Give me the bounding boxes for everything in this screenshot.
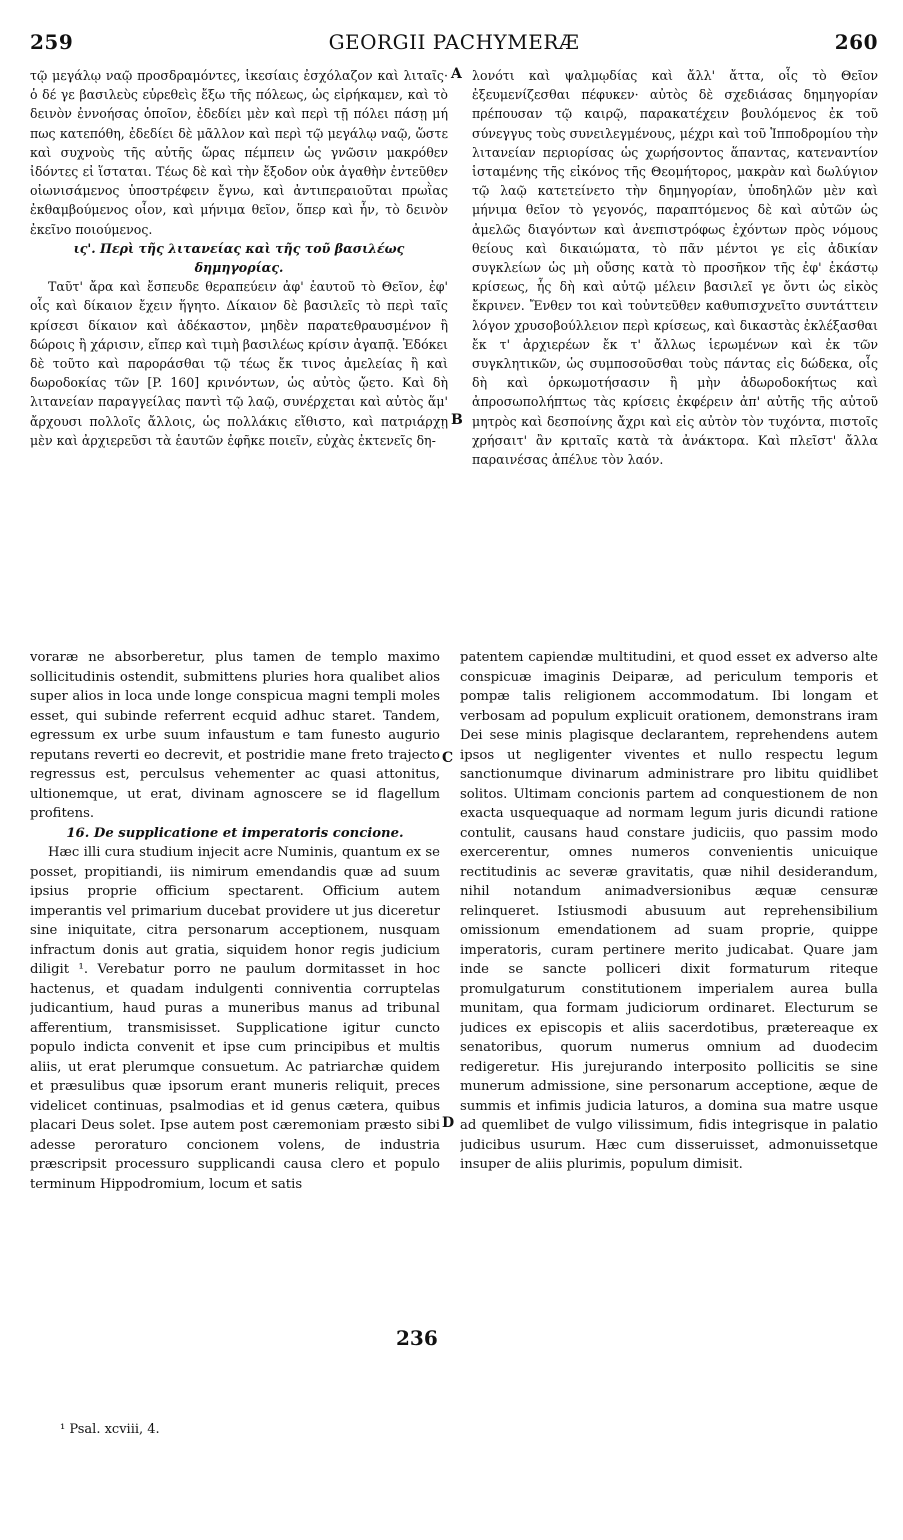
latin-left-paragraph-2: Hæc illi cura studium injecit acre Numinis, quantum ex se posset, propitiandi, iis nimirum emendandis quæ ad suum ipsius proprie officium spectarent. Officium autem imperantis vel primarium ducebat providere ut jus diceretur sine iniquitate, citra personarum acceptionem, nusquam infractum donis aut gratia, siquidem honor regis judicium diligit ¹. Verebatur porro ne paulum dormitasset in hoc hactenus, et quadam indulgenti conniventia corruptelas judicantium, haud puras a muneribus manus ad tribunal afferentium, transmisisset. Supplicatione igitur cuncto populo indicta convenit et ipse cum principibus et multis aliis, ut erat plerumque consuetum. Ac patriarchæ quidem et præsulibus quæ ipsorum erant muneris reliquit, preces videlicet continuas, psalmodias et id genus cætera, quibus placari Deus solet. Ipse autem post cæremoniam præsto sibi adesse peroraturo concionem volens, de industria præscripsit processuro supplicandi causa clero et populo terminum Hippodromium, locum et satis (30, 845, 440, 1192)
greek-left-paragraph-1: τῷ μεγάλῳ ναῷ προσδραμόντες, ἱκεσίαις ἐσχόλαζον καὶ λιταῖς· ὁ δέ γε βασιλεὺς εὑρεθεὶς ἔξω τῆς πόλεως, ὡς εἰρήκαμεν, καὶ τὸ δεινὸν ἐννοήσας ὁποῖον, ἐδεδίει μὲν καὶ περὶ τῇ πόλει πάσῃ μή πως κατεπόθη, ἐδεδίει δὲ μᾶλλον καὶ περὶ τῷ μεγάλῳ ναῷ, ὥστε καὶ συχνοὺς τῆς αὐτῆς ὥρας πέμπειν ὡς γνῶσιν μακρόθεν ἰδόντες εἰ ἵσταται. Τέως δὲ καὶ τὴν ἔξοδον οὐκ ἀγαθὴν ἐντεῦθεν οἰωνισάμενος ὑποστρέφειν ἔγνω, καὶ ἀντιπεραιοῦται πρωῒας ἐκθαμβούμενος οἷον, καὶ μήνιμα θεῖον, ὅπερ καὶ ἦν, τὸ δεινὸν ἐκεῖνο ποιούμενος. (30, 68, 448, 237)
margin-letter-d: D (442, 1115, 455, 1131)
latin-left-paragraph-1: voraræ ne absorberetur, plus tamen de templo maximo sollicitudinis ostendit, submittens pluries hora qualibet alios super alios in loca unde longe conspicua magni templi moles esset, qui subinde referrent ecquid adhuc staret. Tandem, egressum ex urbe suum infaustum e tam funesto augurio reputans reverti eo decrevit, et postridie mane freto trajecto regressus est, perculsus vehementer ac quasi attonitus, ultionemque, ut erat, divinam agnoscere se id flagellum profitens. (30, 650, 440, 821)
footnote: ¹ Psal. xcviii, 4. (60, 1422, 160, 1437)
latin-column-left (30, 648, 440, 1418)
margin-letter-b: B (451, 412, 463, 428)
greek-left-paragraph-2: Ταῦτ' ἄρα καὶ ἔσπευδε θεραπεύειν ἀφ' ἑαυτοῦ τὸ Θεῖον, ἐφ' οἷς καὶ δίκαιον ἔχειν ἥγητο. Δίκαιον δὲ βασιλεῖς τὸ περὶ ταῖς κρίσεσι δίκαιον καὶ ἀδέκαστον, μηδὲν παρατεθραυσμένον ἢ δώροις ἢ χάρισιν, εἴπερ καὶ τιμὴ βασιλέως κρίσιν ἀγαπᾷ. Ἐδόκει δὲ τοῦτο καὶ παροράσθαι τῷ τέως ἔκ τινος ἀμελείας ἢ καὶ δωροδοκίας τῶν [P. 160] κρινόντων, ὡς αὐτὸς ᾤετο. Καὶ δὴ λιτανείαν παραγγείλας παντὶ τῷ λαῷ, συνέρχεται καὶ αὐτὸς ἅμ' ἄρχουσι πολλοῖς ἄλλοις, ὡς πολλάκις εἴθιστο, καὶ πατριάρχῃ μὲν καὶ ἀρχιερεῦσι τὰ ἑαυτῶν ἐφῆκε ποιεῖν, εὐχὰς ἐκτενεῖς δη- (30, 279, 448, 448)
greek-column-left (30, 66, 448, 626)
greek-column-right (472, 66, 878, 626)
margin-letter-a: A (451, 66, 462, 82)
margin-page-number: 236 (396, 1326, 438, 1350)
margin-letter-c: C (442, 750, 454, 766)
greek-section-heading: ις'. Περὶ τῆς λιτανείας καὶ τῆς τοῦ βασιλέως δημηγορίας. (73, 240, 405, 276)
latin-right-paragraph-1: patentem capiendæ multitudini, et quod esset ex adverso alte conspicuæ imaginis Deiparæ, ad periculum temporis et pompæ talis religionem accommodatum. Ibi longam et verbosam ad populum explicuit orationem, demonstrans iram Dei sese minis plagisque declarantem, reprehendens autem ipsos ut negligenter viventes et nullo respectu legum sanctionumque divinarum administrare pro libitu quidlibet solitos. Ultimam concionis partem ad conquestionem de non exacta usquequaque ad normam legum juris dicundi ratione contulit, causans haud constare judiciis, quo passim modo exercerentur, omnes numeros convenientis unicuique rectitudinis ac severæ gravitatis, quæ nihil desiderandum, nihil notandum animadversionibus æquæ censuræ relinqueret. Istiusmodi abusuum aut reprehensibilium omissionum emendationem ad suam proprie, quippe imperatoris, curam pertinere merito judicabat. Quare jam inde se sancte polliceri dixit formaturum riteque promulgaturum constitutionem imperialem aurea bulla munitam, qua formam judiciorum ordinaret. Electurum se judices ex episcopis et aliis sacerdotibus, prætereaque ex senatoribus, quorum numerus omnium ad duodecim redigeretur. His jurejurando interposito pollicitis se sine munerum admissione, sine personarum acceptione, æque de summis et infimis judicia laturos, a domina sua matre usque ad quemlibet de vulgo vilissimum, fidis integrisque in palatio judicibus usurum. Hæc cum disseruisset, admonuissetque insuper de aliis plurimis, populum dimisit. (460, 650, 878, 1172)
page-number-right: 260 (834, 30, 878, 54)
greek-right-paragraph-1: λονότι καὶ ψαλμῳδίας καὶ ἄλλ' ἄττα, οἷς τὸ Θεῖον ἐξευμενίζεσθαι πέφυκεν· αὐτὸς δὲ σχεδιάσας δημηγορίαν πρέπουσαν τῷ καιρῷ, παρακατέχειν βουλόμενος ἐκ τοῦ σύνεγγυς τοὺς συνειλεγμένους, μέχρι καὶ τοῦ Ἱπποδρομίου τὴν λιτανείαν περιορίσας ὡς χωρήσοντος ἅπαντας, κατεναντίον ἱσταμένης τῆς εἰκόνος τῆς Θεομήτορος, μακρὰν καὶ δωλύγιον τῷ λαῷ κατετείνετο τὴν δημηγορίαν, ὑποδηλῶν μὲν καὶ μήνιμα θεῖον τὸ γεγονός, παραπτόμενος δὲ καὶ αὐτῶν ὡς ἀμελῶς διαγόντων καὶ ἀνεπιστρόφως ἐχόντων πρὸς νόμους θείους καὶ δικαιώματα, τὸ πᾶν μέντοι γε εἰς ἀδικίαν συγκλείων ὡς μὴ οὔσης κατὰ τὸ προσῆκον τῆς ἐφ' ἑκάστῳ κρίσεως, ἧς δὴ καὶ αὐτῷ μέλειν βασιλεῖ γε ὄντι ὡς εἰκὸς ἔκρινεν. Ἔνθεν τοι καὶ τοὐντεῦθεν καθυπισχνεῖτο συντάττειν λόγον χρυσοβούλλειον περὶ κρίσεως, καὶ δικαστὰς ἐκλέξασθαι ἔκ τ' ἀρχιερέων ἔκ τ' ἄλλως ἱερωμένων καὶ ἐκ τῶν συγκλητικῶν, ὡς συμποσοῦσθαι τοὺς πάντας εἰς δώδεκα, οἷς δὴ καὶ ὁρκωμοτήσασιν ἢ μὴν ἀδωροδοκήτως καὶ ἀπροσωπολήπτως τὰς κρίσεις ἐκφέρειν ἀπ' αὐτῆς τῆς αὐτοῦ μητρὸς καὶ δεσποίνης ἄχρι καὶ εἰς αὐτὸν τὸν τυχόντα, πιστοῖς χρήσαιτ' ἂν κριταῖς κατὰ τὰ ἀνάκτορα. Καὶ πλεῖστ' ἄλλα παραινέσας ἀπέλυε τὸν λαόν. (472, 68, 878, 468)
running-title: GEORGII PACHYMERÆ (328, 30, 580, 54)
page-header (30, 30, 878, 60)
latin-column-right (460, 648, 878, 1418)
page-number-left: 259 (30, 30, 74, 54)
latin-section-heading: 16. De supplicatione et imperatoris concione. (66, 825, 404, 841)
